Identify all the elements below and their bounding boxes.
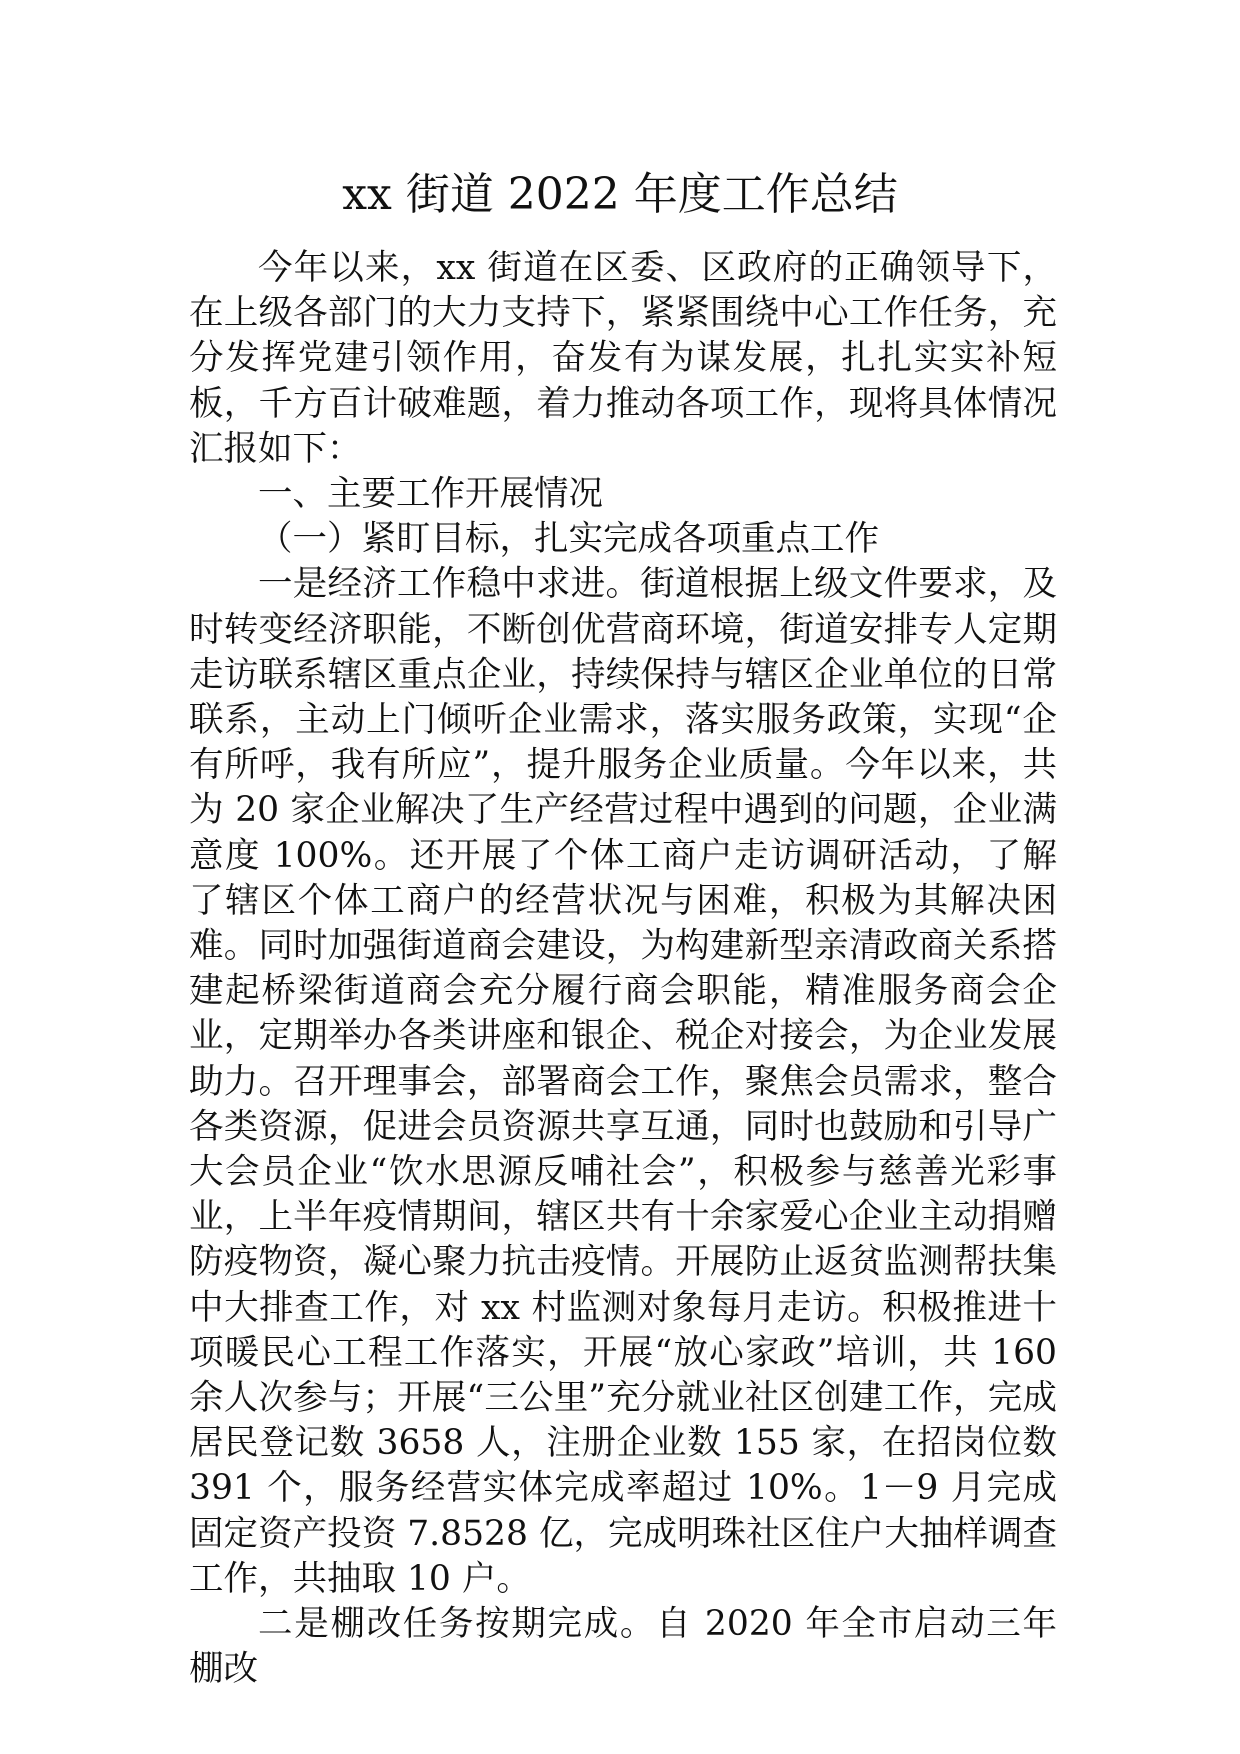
section-heading: 一、主要工作开展情况 bbox=[258, 474, 603, 515]
economy-paragraph: 一是经济工作稳中求进。街道根据上级文件要求，及时转变经济职能，不断创优营商环境，街道安排专人定期走访联系辖区重点企业，持续保持与辖区企业单位的日常联系，主动上门倾听企业需求，落实服务政策，实现“企有所呼，我有所应”，提升服务企业质量。今年以来，共为 20 家企业解决了生产经营过程中遇到的问题，企业满意度 100%。还开展了个体工商户走访调研活动，了解了辖区个体工商户的经营状况与困难，积极为其解决困难。同时加强街道商会建设，为构建新型亲清政商关系搭建起桥梁街道商会充分履行商会职能，精准服务商会企业，定期举办各类讲座和银企、税企对接会，为企业发展助力。召开理事会，部署商会工作，聚焦会员需求，整合各类资源，促进会员资源共享互通，同时也鼓励和引导广大会员企业“饮水思源反哺社会”，积极参与慈善光彩事业，上半年疫情期间，辖区共有十余家爱心企业主动捐赠防疫物资，凝心聚力抗击疫情。开展防止返贫监测帮扶集中大排查工作，对 xx 村监测对象每月走访。积极推进十项暖民心工程工作落实，开展“放心家政”培训，共 160 余人次参与；开展“三公里”充分就业社区创建工作，完成居民登记数 3658 人，注册企业数 155 家，在招岗位数 391 个，服务经营实体完成率超过 10%。1－9 月完成固定资产投资 7.8528 亿，完成明珠社区住户大抽样调查工作，共抽取 10 户。 bbox=[189, 564, 1057, 1599]
subsection-heading: （一）紧盯目标，扎实完成各项重点工作 bbox=[258, 519, 879, 560]
document-title: xx 街道 2022 年度工作总结 bbox=[342, 169, 898, 220]
intro-paragraph: 今年以来，xx 街道在区委、区政府的正确领导下，在上级各部门的大力支持下，紧紧围绕中心工作任务，充分发挥党建引领作用，奋发有为谋发展，扎扎实实补短板，千方百计破难题，着力推动各项工作，现将具体情况汇报如下： bbox=[189, 248, 1057, 469]
document-body bbox=[189, 246, 1057, 1693]
renovation-paragraph: 二是棚改任务按期完成。自 2020 年全市启动三年棚改 bbox=[189, 1604, 1057, 1690]
